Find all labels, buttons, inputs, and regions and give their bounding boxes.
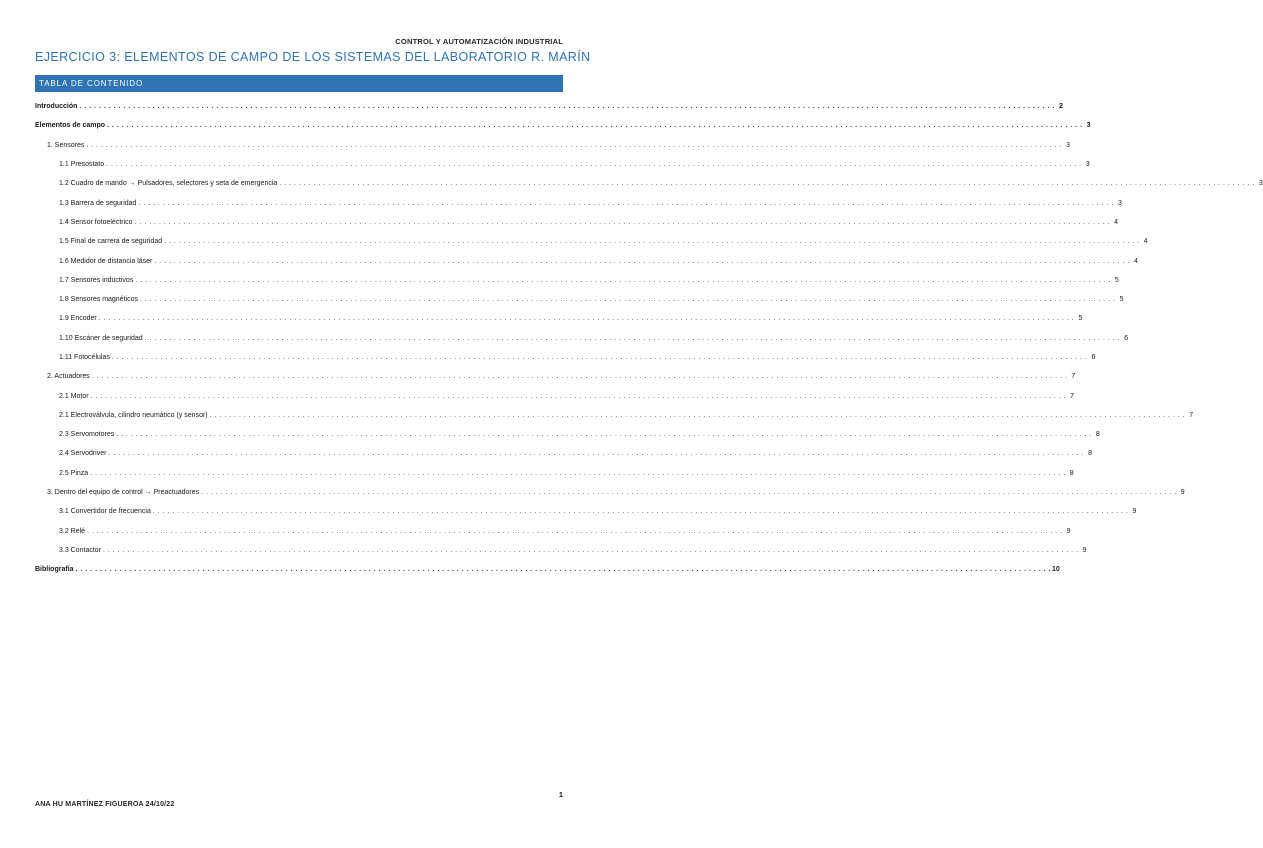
toc-entry-page: 5 [1078, 315, 1083, 323]
toc-dot-leader: . . . . . . . . . . . . . . . . . . . . . . . . . . . . . . . . . . . . . . . . . . . . . . . . . . . . . . . . . . . . . . . . . . . . . . . . . . . . . . . . . . . . . . . . . . . . . . . . . . . . . . . . . . . . . . . . . . . . . . . . . . . . . . . . . . . . . . . . . . . . . . . . . . . . . . . . . . . . . . . . . . . . . . . . . . . . . . . . . . . . . . . . . . . . . . . . . . . . . . . . [201, 489, 1177, 497]
toc-entry-label: 2.1 Motor [59, 392, 89, 400]
toc-entry[interactable] [35, 232, 1148, 251]
toc-entry-label: Elementos de campo [35, 122, 106, 130]
toc-entry[interactable] [35, 464, 1074, 483]
toc-entry-label: 3.3 Contactor [59, 546, 102, 554]
toc-entry-label: 1.7 Sensores inductivos [59, 276, 134, 284]
toc-entry[interactable] [35, 271, 1119, 290]
toc-entry[interactable] [35, 406, 1194, 425]
toc-entry-label: Bibliografía [35, 566, 74, 574]
toc-dot-leader: . . . . . . . . . . . . . . . . . . . . . . . . . . . . . . . . . . . . . . . . . . . . . . . . . . . . . . . . . . . . . . . . . . . . . . . . . . . . . . . . . . . . . . . . . . . . . . . . . . . . . . . . . . . . . . . . . . . . . . . . . . . . . . . . . . . . . . . . . . . . . . . . . . . . . . . . . . . . . . . . . . . . . . . . . . . . . . . . . . . . . . . . . . . . . . . . . . . . . . . . [91, 373, 1068, 381]
toc-entry-label: 2.4 Servodriver [59, 450, 107, 458]
toc-entry-label: 1.4 Sensor fotoeléctrico [59, 218, 133, 226]
footer-author-date: ANA HU MARTÍNEZ FIGUEROA 24/10/22 [35, 801, 175, 808]
toc-entry-label: 1.9 Encoder [59, 315, 97, 323]
toc-entry-label: 1.1 Presostato [59, 161, 105, 169]
toc-entry[interactable] [35, 97, 1063, 116]
running-header: CONTROL Y AUTOMATIZACIÓN INDUSTRIAL [395, 37, 563, 46]
toc-entry-page: 5 [1114, 276, 1119, 284]
toc-entry[interactable] [35, 116, 1091, 135]
toc-entry[interactable] [35, 386, 1075, 405]
toc-entry-label: Introducción [35, 103, 78, 111]
toc-entry-label: 1.5 Final de carrera de seguridad [59, 238, 163, 246]
toc-dot-leader: . . . . . . . . . . . . . . . . . . . . . . . . . . . . . . . . . . . . . . . . . . . . . . . . . . . . . . . . . . . . . . . . . . . . . . . . . . . . . . . . . . . . . . . . . . . . . . . . . . . . . . . . . . . . . . . . . . . . . . . . . . . . . . . . . . . . . . . . . . . . . . . . . . . . . . . . . . . . . . . . . . . . . . . . . . . . . . . . . . . . . . . . . . . . . . . . . . . . . . . . [135, 276, 1111, 284]
toc-dot-leader: . . . . . . . . . . . . . . . . . . . . . . . . . . . . . . . . . . . . . . . . . . . . . . . . . . . . . . . . . . . . . . . . . . . . . . . . . . . . . . . . . . . . . . . . . . . . . . . . . . . . . . . . . . . . . . . . . . . . . . . . . . . . . . . . . . . . . . . . . . . . . . . . . . . . . . . . . . . . . . . . . . . . . . . . . . . . . . . . . . . . . . . . . . . . . . . . . . . . . . . . [134, 218, 1111, 226]
toc-entry-label: 2.5 Pinza [59, 469, 89, 477]
toc-entry[interactable] [35, 483, 1185, 502]
toc-entry-page: 9 [1180, 489, 1185, 497]
toc-dot-leader: . . . . . . . . . . . . . . . . . . . . . . . . . . . . . . . . . . . . . . . . . . . . . . . . . . . . . . . . . . . . . . . . . . . . . . . . . . . . . . . . . . . . . . . . . . . . . . . . . . . . . . . . . . . . . . . . . . . . . . . . . . . . . . . . . . . . . . . . . . . . . . . . . . . . . . . . . . . . . . . . . . . . . . . . . . . . . . . . . . . . . . . . . . . . . . . . . . . . . . . . [86, 141, 1062, 149]
toc-entry[interactable] [35, 367, 1076, 386]
toc-entry[interactable] [35, 290, 1124, 309]
toc-entry-label: 1.11 Fotocélulas [59, 354, 110, 361]
toc-heading: TABLA DE CONTENIDO [35, 75, 563, 92]
toc-dot-leader: . . . . . . . . . . . . . . . . . . . . . . . . . . . . . . . . . . . . . . . . . . . . . . . . . . . . . . . . . . . . . . . . . . . . . . . . . . . . . . . . . . . . . . . . . . . . . . . . . . . . . . . . . . . . . . . . . . . . . . . . . . . . . . . . . . . . . . . . . . . . . . . . . . . . . . . . . . . . . . . . . . . . . . . . . . . . . . . . . . . . . . . . . . . . . . . . . . . . . . . . [209, 411, 1186, 419]
toc-entry-label: 3.2 Relé [59, 527, 86, 535]
toc-dot-leader: . . . . . . . . . . . . . . . . . . . . . . . . . . . . . . . . . . . . . . . . . . . . . . . . . . . . . . . . . . . . . . . . . . . . . . . . . . . . . . . . . . . . . . . . . . . . . . . . . . . . . . . . . . . . . . . . . . . . . . . . . . . . . . . . . . . . . . . . . . . . . . . . . . . . . . . . . . . . . . . . . . . . . . . . . . . . . . . . . . . . . . . . . . . . . . . . . . . . . . . . [108, 450, 1084, 458]
toc-dot-leader: . . . . . . . . . . . . . . . . . . . . . . . . . . . . . . . . . . . . . . . . . . . . . . . . . . . . . . . . . . . . . . . . . . . . . . . . . . . . . . . . . . . . . . . . . . . . . . . . . . . . . . . . . . . . . . . . . . . . . . . . . . . . . . . . . . . . . . . . . . . . . . . . . . . . . . . . . . . . . . . . . . . . . . . . . . . . . . . . . . . . . . . . . . . . . . . . . . . . . . . . [87, 527, 1063, 535]
toc-entry-page: 7 [1070, 392, 1075, 400]
toc-dot-leader: . . . . . . . . . . . . . . . . . . . . . . . . . . . . . . . . . . . . . . . . . . . . . . . . . . . . . . . . . . . . . . . . . . . . . . . . . . . . . . . . . . . . . . . . . . . . . . . . . . . . . . . . . . . . . . . . . . . . . . . . . . . . . . . . . . . . . . . . . . . . . . . . . . . . . . . . . . . . . . . . . . . . . . . . . . . . . . . . . . . . . . . . . . . . . . . . . . . . . . . . [152, 508, 1129, 516]
toc-dot-leader: . . . . . . . . . . . . . . . . . . . . . . . . . . . . . . . . . . . . . . . . . . . . . . . . . . . . . . . . . . . . . . . . . . . . . . . . . . . . . . . . . . . . . . . . . . . . . . . . . . . . . . . . . . . . . . . . . . . . . . . . . . . . . . . . . . . . . . . . . . . . . . . . . . . . . . . . . . . . . . . . . . . . . . . . . . . . . . . . . . . . . . . . . . . . . . . . . . . . . . . . [79, 103, 1055, 111]
toc-entry-page: 9 [1066, 527, 1071, 535]
toc-entry-page: 8 [1088, 450, 1092, 458]
toc-entry-label: 2. Actuadores [47, 373, 90, 381]
toc-entry-label: 1.2 Cuadro de mando → Pulsadores, selectores y seta de emergencia [59, 180, 278, 188]
toc-dot-leader: . . . . . . . . . . . . . . . . . . . . . . . . . . . . . . . . . . . . . . . . . . . . . . . . . . . . . . . . . . . . . . . . . . . . . . . . . . . . . . . . . . . . . . . . . . . . . . . . . . . . . . . . . . . . . . . . . . . . . . . . . . . . . . . . . . . . . . . . . . . . . . . . . . . . . . . . . . . . . . . . . . . . . . . . . . . . . . . . . . . . . . . . . . . . . . . . . . . . . . . . [116, 431, 1092, 439]
toc-dot-leader: . . . . . . . . . . . . . . . . . . . . . . . . . . . . . . . . . . . . . . . . . . . . . . . . . . . . . . . . . . . . . . . . . . . . . . . . . . . . . . . . . . . . . . . . . . . . . . . . . . . . . . . . . . . . . . . . . . . . . . . . . . . . . . . . . . . . . . . . . . . . . . . . . . . . . . . . . . . . . . . . . . . . . . . . . . . . . . . . . . . . . . . . . . . . . . . . . . . . . . . . [111, 354, 1088, 361]
toc-entry[interactable] [35, 136, 1070, 155]
toc-entry[interactable] [35, 155, 1090, 174]
toc-entry-page: 7 [1189, 411, 1194, 419]
toc-entry-page: 3 [1086, 122, 1091, 130]
toc-entry[interactable] [35, 522, 1071, 541]
toc-entry-page: 2 [1058, 103, 1063, 111]
table-of-contents [35, 97, 1263, 579]
toc-entry-page: 9 [1082, 546, 1087, 554]
toc-entry-page: 3 [1118, 199, 1122, 207]
toc-entry[interactable] [35, 560, 1060, 579]
toc-entry-page: 8 [1069, 469, 1074, 477]
toc-entry[interactable] [35, 348, 1096, 367]
toc-entry-page: 8 [1095, 431, 1100, 439]
toc-entry[interactable] [35, 444, 1092, 463]
toc-entry-label: 1.8 Sensores magnéticos [59, 296, 138, 304]
toc-entry-page: 4 [1143, 238, 1148, 246]
toc-entry-page: 3 [1085, 161, 1090, 169]
toc-entry[interactable] [35, 541, 1087, 560]
toc-entry-page: 10 [1052, 566, 1060, 574]
toc-entry[interactable] [35, 329, 1129, 348]
toc-entry[interactable] [35, 193, 1122, 212]
toc-entry-page: 3 [1258, 180, 1263, 188]
toc-dot-leader: . . . . . . . . . . . . . . . . . . . . . . . . . . . . . . . . . . . . . . . . . . . . . . . . . . . . . . . . . . . . . . . . . . . . . . . . . . . . . . . . . . . . . . . . . . . . . . . . . . . . . . . . . . . . . . . . . . . . . . . . . . . . . . . . . . . . . . . . . . . . . . . . . . . . . . . . . . . . . . . . . . . . . . . . . . . . . . . . . . . . . . . . . . . . . . . . . . . . . . . . [75, 566, 1052, 574]
toc-dot-leader: . . . . . . . . . . . . . . . . . . . . . . . . . . . . . . . . . . . . . . . . . . . . . . . . . . . . . . . . . . . . . . . . . . . . . . . . . . . . . . . . . . . . . . . . . . . . . . . . . . . . . . . . . . . . . . . . . . . . . . . . . . . . . . . . . . . . . . . . . . . . . . . . . . . . . . . . . . . . . . . . . . . . . . . . . . . . . . . . . . . . . . . . . . . . . . . . . . . . . . . . [90, 392, 1067, 400]
toc-entry-page: 7 [1071, 373, 1076, 381]
toc-dot-leader: . . . . . . . . . . . . . . . . . . . . . . . . . . . . . . . . . . . . . . . . . . . . . . . . . . . . . . . . . . . . . . . . . . . . . . . . . . . . . . . . . . . . . . . . . . . . . . . . . . . . . . . . . . . . . . . . . . . . . . . . . . . . . . . . . . . . . . . . . . . . . . . . . . . . . . . . . . . . . . . . . . . . . . . . . . . . . . . . . . . . . . . . . . . . . . . . . . . . . . . . [138, 199, 1114, 207]
toc-entry[interactable] [35, 174, 1263, 193]
toc-dot-leader: . . . . . . . . . . . . . . . . . . . . . . . . . . . . . . . . . . . . . . . . . . . . . . . . . . . . . . . . . . . . . . . . . . . . . . . . . . . . . . . . . . . . . . . . . . . . . . . . . . . . . . . . . . . . . . . . . . . . . . . . . . . . . . . . . . . . . . . . . . . . . . . . . . . . . . . . . . . . . . . . . . . . . . . . . . . . . . . . . . . . . . . . . . . . . . . . . . . . . . . . [98, 315, 1075, 323]
toc-dot-leader: . . . . . . . . . . . . . . . . . . . . . . . . . . . . . . . . . . . . . . . . . . . . . . . . . . . . . . . . . . . . . . . . . . . . . . . . . . . . . . . . . . . . . . . . . . . . . . . . . . . . . . . . . . . . . . . . . . . . . . . . . . . . . . . . . . . . . . . . . . . . . . . . . . . . . . . . . . . . . . . . . . . . . . . . . . . . . . . . . . . . . . . . . . . . . . . . . . . . . . . . [144, 334, 1121, 342]
toc-dot-leader: . . . . . . . . . . . . . . . . . . . . . . . . . . . . . . . . . . . . . . . . . . . . . . . . . . . . . . . . . . . . . . . . . . . . . . . . . . . . . . . . . . . . . . . . . . . . . . . . . . . . . . . . . . . . . . . . . . . . . . . . . . . . . . . . . . . . . . . . . . . . . . . . . . . . . . . . . . . . . . . . . . . . . . . . . . . . . . . . . . . . . . . . . . . . . . . . . . . . . . . . [164, 238, 1140, 246]
toc-entry[interactable] [35, 251, 1138, 270]
toc-entry-page: 6 [1091, 354, 1096, 361]
toc-entry[interactable] [35, 425, 1100, 444]
toc-entry[interactable] [35, 309, 1083, 328]
toc-entry-label: 1.3 Barrera de seguridad [59, 199, 137, 207]
toc-dot-leader: . . . . . . . . . . . . . . . . . . . . . . . . . . . . . . . . . . . . . . . . . . . . . . . . . . . . . . . . . . . . . . . . . . . . . . . . . . . . . . . . . . . . . . . . . . . . . . . . . . . . . . . . . . . . . . . . . . . . . . . . . . . . . . . . . . . . . . . . . . . . . . . . . . . . . . . . . . . . . . . . . . . . . . . . . . . . . . . . . . . . . . . . . . . . . . . . . . . . . . . . [90, 469, 1066, 477]
toc-entry-page: 9 [1132, 508, 1137, 516]
toc-entry-page: 5 [1119, 296, 1124, 304]
toc-dot-leader: . . . . . . . . . . . . . . . . . . . . . . . . . . . . . . . . . . . . . . . . . . . . . . . . . . . . . . . . . . . . . . . . . . . . . . . . . . . . . . . . . . . . . . . . . . . . . . . . . . . . . . . . . . . . . . . . . . . . . . . . . . . . . . . . . . . . . . . . . . . . . . . . . . . . . . . . . . . . . . . . . . . . . . . . . . . . . . . . . . . . . . . . . . . . . . . . . . . . . . . . [103, 546, 1079, 554]
toc-entry-page: 4 [1114, 218, 1119, 226]
toc-entry-label: 2.1 Electroválvula, cilindro neumático (y sensor) [59, 411, 208, 419]
document-title: EJERCICIO 3: ELEMENTOS DE CAMPO DE LOS SISTEMAS DEL LABORATORIO R. MARÍN [35, 50, 591, 64]
toc-entry-page: 4 [1133, 257, 1138, 265]
toc-entry-label: 1.10 Escáner de seguridad [59, 334, 143, 342]
toc-entry[interactable] [35, 213, 1119, 232]
toc-entry-label: 3.1 Convertidor de frecuencia [59, 508, 151, 516]
toc-dot-leader: . . . . . . . . . . . . . . . . . . . . . . . . . . . . . . . . . . . . . . . . . . . . . . . . . . . . . . . . . . . . . . . . . . . . . . . . . . . . . . . . . . . . . . . . . . . . . . . . . . . . . . . . . . . . . . . . . . . . . . . . . . . . . . . . . . . . . . . . . . . . . . . . . . . . . . . . . . . . . . . . . . . . . . . . . . . . . . . . . . . . . . . . . . . . . . . . . . . . . . . . [279, 180, 1255, 188]
toc-entry-label: 3. Dentro del equipo de control → Preactuadores [47, 489, 200, 497]
toc-entry-label: 2.3 Servomotores [59, 431, 115, 439]
toc-dot-leader: . . . . . . . . . . . . . . . . . . . . . . . . . . . . . . . . . . . . . . . . . . . . . . . . . . . . . . . . . . . . . . . . . . . . . . . . . . . . . . . . . . . . . . . . . . . . . . . . . . . . . . . . . . . . . . . . . . . . . . . . . . . . . . . . . . . . . . . . . . . . . . . . . . . . . . . . . . . . . . . . . . . . . . . . . . . . . . . . . . . . . . . . . . . . . . . . . . . . . . . . [107, 122, 1083, 130]
toc-entry[interactable] [35, 502, 1137, 521]
toc-dot-leader: . . . . . . . . . . . . . . . . . . . . . . . . . . . . . . . . . . . . . . . . . . . . . . . . . . . . . . . . . . . . . . . . . . . . . . . . . . . . . . . . . . . . . . . . . . . . . . . . . . . . . . . . . . . . . . . . . . . . . . . . . . . . . . . . . . . . . . . . . . . . . . . . . . . . . . . . . . . . . . . . . . . . . . . . . . . . . . . . . . . . . . . . . . . . . . . . . . . . . . . . [106, 161, 1082, 169]
toc-entry-label: 1. Sensores [47, 141, 85, 149]
toc-dot-leader: . . . . . . . . . . . . . . . . . . . . . . . . . . . . . . . . . . . . . . . . . . . . . . . . . . . . . . . . . . . . . . . . . . . . . . . . . . . . . . . . . . . . . . . . . . . . . . . . . . . . . . . . . . . . . . . . . . . . . . . . . . . . . . . . . . . . . . . . . . . . . . . . . . . . . . . . . . . . . . . . . . . . . . . . . . . . . . . . . . . . . . . . . . . . . . . . . . . . . . . . [154, 257, 1130, 265]
toc-entry-label: 1.6 Medidor de distancia láser [59, 257, 153, 265]
page-number: 1 [558, 790, 563, 799]
toc-entry-page: 6 [1124, 334, 1129, 342]
toc-entry-page: 3 [1065, 141, 1070, 149]
toc-dot-leader: . . . . . . . . . . . . . . . . . . . . . . . . . . . . . . . . . . . . . . . . . . . . . . . . . . . . . . . . . . . . . . . . . . . . . . . . . . . . . . . . . . . . . . . . . . . . . . . . . . . . . . . . . . . . . . . . . . . . . . . . . . . . . . . . . . . . . . . . . . . . . . . . . . . . . . . . . . . . . . . . . . . . . . . . . . . . . . . . . . . . . . . . . . . . . . . . . . . . . . . . [140, 296, 1116, 304]
